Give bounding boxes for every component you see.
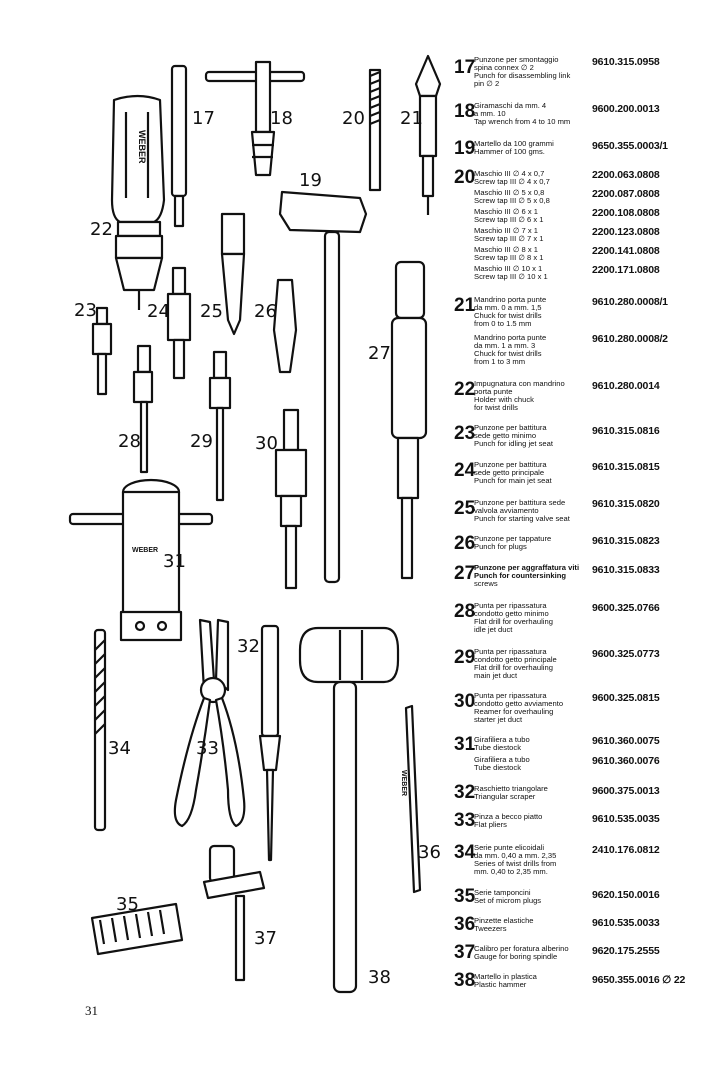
entry-line: Screw tap III ∅ 5 x 0,8 [474,196,550,205]
entry-code: 2200.087.0808 [592,188,660,200]
fig-num-33: 33 [196,738,219,759]
entry-code: 9610.315.0815 [592,461,660,473]
entry-code: 9600.325.0766 [592,602,660,614]
entry-line: Reamer for overhauling [474,707,554,716]
entry-line: starter jet duct [474,715,523,724]
fig-num-32: 32 [237,636,260,657]
entry-line: Girafiliera a tubo [474,755,530,764]
entry-code: 9610.315.0816 [592,425,660,437]
entry-line: Punch for disassembling link [474,71,571,80]
entry-number: 23 [454,423,476,444]
entry-line: Holder with chuck [474,395,534,404]
entry-line: mm. 0,40 to 2,35 mm. [474,867,548,876]
entry-line: Flat drill for overhauling [474,617,553,626]
entry-code: 9610.280.0014 [592,380,660,392]
entry-number: 28 [454,601,476,622]
entry-number: 17 [454,57,476,78]
tool-26-punch [274,280,296,372]
tool-27-countersink-punch [392,262,426,578]
tool-32-triangular-scraper [260,626,280,860]
fig-num-38: 38 [368,967,391,988]
entry-code: 9600.325.0773 [592,648,660,660]
entry-line: spina connex ∅ 2 [474,63,534,72]
entry-line: Pinzette elastiche [474,916,534,925]
entry-line: da mm. 0,40 a mm. 2,35 [474,851,557,860]
fig-num-31: 31 [163,551,186,572]
tool-28-flat-drill [134,346,152,472]
entry-line: Mandrino porta punte [474,295,547,304]
entry-code: 9610.535.0035 [592,813,660,825]
entry-number: 20 [454,167,476,188]
fig-num-27: 27 [368,343,391,364]
entry-code: 9600.375.0013 [592,785,660,797]
entry-number: 27 [454,563,476,584]
entry-line: condotto getto avviamento [474,699,564,708]
fig-num-26: 26 [254,301,277,322]
entry-code: 9610.315.0833 [592,564,660,576]
entry-code: 2200.108.0808 [592,207,660,219]
entry-number: 30 [454,691,476,712]
entry-code: 9610.315.0820 [592,498,660,510]
entry-line: Martello da 100 grammi [474,139,554,148]
fig-num-29: 29 [190,431,213,452]
entry-line: Punzone per tappature [474,534,552,543]
entry-line: Punch for starting valve seat [474,514,570,523]
entry-line: Series of twist drills from [474,859,557,868]
entry-code: 2200.123.0808 [592,226,660,238]
entry-line: Tube diestock [474,763,521,772]
entry-code: 2200.063.0808 [592,169,660,181]
entry-code: 9600.200.0013 [592,103,660,115]
tool-34-twist-drill [95,630,105,830]
entry-line: Tweezers [474,924,507,933]
entry-line: Maschio III ∅ 10 x 1 [474,264,543,273]
entry-line: Flat drill for overhauling [474,663,553,672]
entry-code: 9610.315.0958 [592,56,660,68]
entry-line: idle jet duct [474,625,513,634]
weber-mark-36: WEBER [400,770,407,797]
entry-line: Girafiliera a tubo [474,735,530,744]
fig-num-20: 20 [342,108,365,129]
entry-line: condotto getto principale [474,655,557,664]
entry-code: 9610.280.0008/2 [592,333,668,345]
entry-code: 9620.175.2555 [592,945,660,957]
entry-line: Gauge for boring spindle [474,952,558,961]
entry-line: Calibro per foratura alberino [474,944,569,953]
entry-line: Screw tap III ∅ 4 x 0,7 [474,177,550,186]
entry-line: a mm. 10 [474,109,506,118]
tool-21-drill-chuck [416,56,440,215]
entry-number: 38 [454,970,476,991]
entry-number: 29 [454,647,476,668]
tool-25-punch [222,214,244,334]
entry-line: Martello in plastica [474,972,537,981]
entry-line: Punta per ripassatura [474,601,547,610]
entry-line: Punta per ripassatura [474,691,547,700]
entry-line: sede getto minimo [474,431,537,440]
entry-line: Punta per ripassatura [474,647,547,656]
tool-17-pin-punch [172,66,186,226]
weber-mark-31: WEBER [132,547,159,554]
fig-num-19: 19 [299,170,322,191]
entry-code: 9610.280.0008/1 [592,296,668,308]
fig-num-21: 21 [400,108,423,129]
entry-line: da mm. 1 a mm. 3 [474,341,536,350]
fig-num-28: 28 [118,431,141,452]
tool-36-tweezers [406,706,420,892]
tool-29-flat-drill [210,352,230,500]
entry-number: 19 [454,138,476,159]
entry-line: Hammer of 100 gms. [474,147,545,156]
fig-num-37: 37 [254,928,277,949]
entry-line: Serie tamponcini [474,888,531,897]
fig-num-18: 18 [270,108,293,129]
entry-line: Mandrino porta punte [474,333,547,342]
fig-num-23: 23 [74,300,97,321]
entry-line: porta punte [474,387,513,396]
page-number: 31 [85,1003,98,1018]
entry-code: 9650.355.0016 ∅ 22 [592,974,686,986]
entry-line: Punch for idling jet seat [474,439,553,448]
entry-line: Pinza a becco piatto [474,812,543,821]
entry-line: Screw tap III ∅ 10 x 1 [474,272,548,281]
entry-line: Punzone per battitura [474,423,547,432]
entry-code: 2200.171.0808 [592,264,660,276]
entry-code: 2410.176.0812 [592,844,660,856]
fig-num-36: 36 [418,842,441,863]
entry-code: 9610.360.0075 [592,735,660,747]
entry-number: 25 [454,498,476,519]
entry-line: Screw tap III ∅ 8 x 1 [474,253,544,262]
entry-code: 9610.360.0076 [592,755,660,767]
entry-number: 26 [454,533,476,554]
tool-33-flat-pliers [175,620,244,826]
entry-line: Set of microm plugs [474,896,542,905]
entry-line: Punzone per smontaggio [474,55,559,64]
entry-code: 9600.325.0815 [592,692,660,704]
entry-number: 21 [454,295,476,316]
entry-number: 32 [454,782,476,803]
entry-line: Punzone per battitura sede [474,498,566,507]
fig-num-25: 25 [200,301,223,322]
entry-line: Giramaschi da mm. 4 [474,101,547,110]
entry-number: 34 [454,842,476,863]
entry-line: Raschietto triangolare [474,784,548,793]
entry-line: for twist drills [474,403,518,412]
entry-line: Impugnatura con mandrino [474,379,565,388]
entry-line: Tube diestock [474,743,521,752]
tool-38-plastic-hammer [300,628,398,992]
entry-line: Punzone per aggraffatura viti [474,563,580,572]
entry-line: Punzone per battitura [474,460,547,469]
entry-number: 31 [454,734,476,755]
entry-line: Tap wrench from 4 to 10 mm [474,117,571,126]
entry-line: condotto getto minimo [474,609,549,618]
entry-number: 24 [454,460,476,481]
tool-24-main-jet-punch [168,268,190,378]
entry-code: 9610.315.0823 [592,535,660,547]
entry-number: 37 [454,942,476,963]
tool-22-handle-with-chuck [112,96,164,310]
weber-mark-22: WEBER [137,130,147,164]
entry-line: Serie punte elicoidali [474,843,545,852]
entry-code: 9650.355.0003/1 [592,140,668,152]
tool-20-screw-tap [370,70,380,190]
entry-line: Maschio III ∅ 6 x 1 [474,207,539,216]
entry-line: Punch for countersinking [474,571,566,580]
entry-line: Maschio III ∅ 7 x 1 [474,226,539,235]
entry-line: Maschio III ∅ 5 x 0,8 [474,188,545,197]
fig-num-22: 22 [90,219,113,240]
entry-line: pin ∅ 2 [474,79,500,88]
fig-num-34: 34 [108,738,131,759]
entry-line: Triangular scraper [474,792,536,801]
entry-line: Maschio III ∅ 4 x 0,7 [474,169,545,178]
fig-num-30: 30 [255,433,278,454]
tool-31-tube-diestock [70,480,212,640]
tool-37-gauge [204,846,264,980]
fig-num-24: 24 [147,301,170,322]
entry-line: Maschio III ∅ 8 x 1 [474,245,539,254]
entry-line: Screw tap III ∅ 7 x 1 [474,234,544,243]
entry-line: valvola avviamento [474,506,539,515]
entry-line: Flat pliers [474,820,507,829]
entry-line: Chuck for twist drills [474,349,542,358]
entry-code: 2200.141.0808 [592,245,660,257]
entry-line: Screw tap III ∅ 6 x 1 [474,215,544,224]
entry-line: Plastic hammer [474,980,527,989]
entry-line: from 1 to 3 mm [474,357,526,366]
entry-line: from 0 to 1.5 mm [474,319,532,328]
entry-line: main jet duct [474,671,518,680]
entry-line: Chuck for twist drills [474,311,542,320]
entry-number: 22 [454,379,476,400]
fig-num-35: 35 [116,894,139,915]
entry-line: Punch for plugs [474,542,527,551]
fig-num-17: 17 [192,108,215,129]
entry-code: 9610.535.0033 [592,917,660,929]
entry-line: sede getto principale [474,468,545,477]
entry-line: screws [474,579,498,588]
entry-code: 9620.150.0016 [592,889,660,901]
entry-line: da mm. 0 a mm. 1,5 [474,303,542,312]
entry-line: Punch for main jet seat [474,476,552,485]
entry-number: 35 [454,886,476,907]
entry-number: 36 [454,914,476,935]
entry-number: 33 [454,810,476,831]
entry-number: 18 [454,101,476,122]
tool-30-reamer [276,410,306,588]
